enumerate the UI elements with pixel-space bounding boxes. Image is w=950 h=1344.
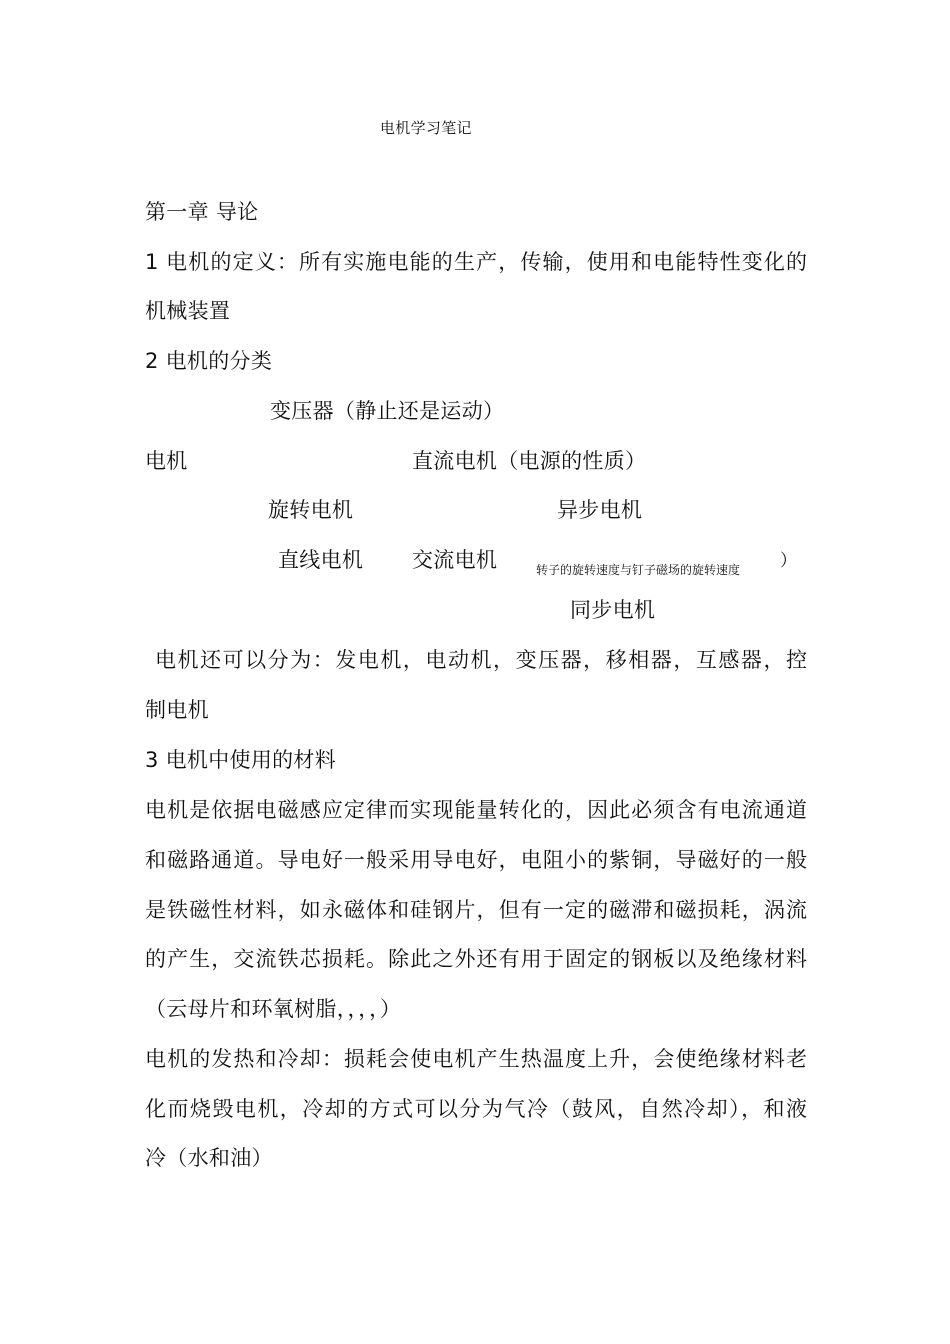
tree-note-paren: ）	[780, 551, 798, 571]
heat-line-3: 冷（水和油）	[145, 1146, 273, 1170]
tree-node-linear: 直线电机	[278, 548, 364, 572]
heat-line-1: 电机的发热和冷却：损耗会使电机产生热温度上升，会使绝缘材料老	[145, 1047, 807, 1071]
tree-node-ac: 交流电机	[412, 548, 498, 572]
document-title: 电机学习笔记	[380, 119, 472, 137]
tree-node-dc: 直流电机（电源的性质）	[412, 449, 647, 473]
materials-line-5: （云母片和环氧树脂，，，，）	[145, 997, 402, 1021]
also-classify-line-1: 电机还可以分为：发电机，电动机，变压器，移相器，互感器，控	[155, 648, 807, 672]
tree-node-transformer: 变压器（静止还是运动）	[270, 399, 505, 423]
materials-line-3: 是铁磁性材料，如永磁体和硅钢片，但有一定的磁滞和磁损耗，涡流	[145, 898, 807, 922]
materials-line-4: 的产生，交流铁芯损耗。除此之外还有用于固定的钢板以及绝缘材料	[145, 947, 807, 971]
materials-line-2: 和磁路通道。导电好一般采用导电好，电阻小的紫铜，导磁好的一般	[145, 848, 807, 872]
tree-node-async: 异步电机	[557, 498, 643, 522]
materials-heading: 3 电机中使用的材料	[145, 748, 337, 772]
materials-line-1: 电机是依据电磁感应定律而实现能量转化的，因此必须含有电流通道	[145, 798, 807, 822]
heat-line-2: 化而烧毁电机，冷却的方式可以分为气冷（鼓风，自然冷却），和液	[145, 1097, 807, 1121]
also-classify-line-2: 制电机	[145, 698, 209, 722]
chapter-heading: 第一章 导论	[145, 200, 259, 224]
classification-heading: 2 电机的分类	[145, 349, 273, 373]
tree-node-sync: 同步电机	[570, 598, 656, 622]
definition-line-2: 机械装置	[145, 299, 231, 323]
definition-line-1: 1 电机的定义：所有实施电能的生产，传输，使用和电能特性变化的	[145, 250, 807, 274]
tree-note: 转子的旋转速度与钉子磁场的旋转速度	[536, 563, 741, 577]
tree-node-rotating: 旋转电机	[268, 498, 354, 522]
tree-node-root: 电机	[145, 449, 188, 473]
